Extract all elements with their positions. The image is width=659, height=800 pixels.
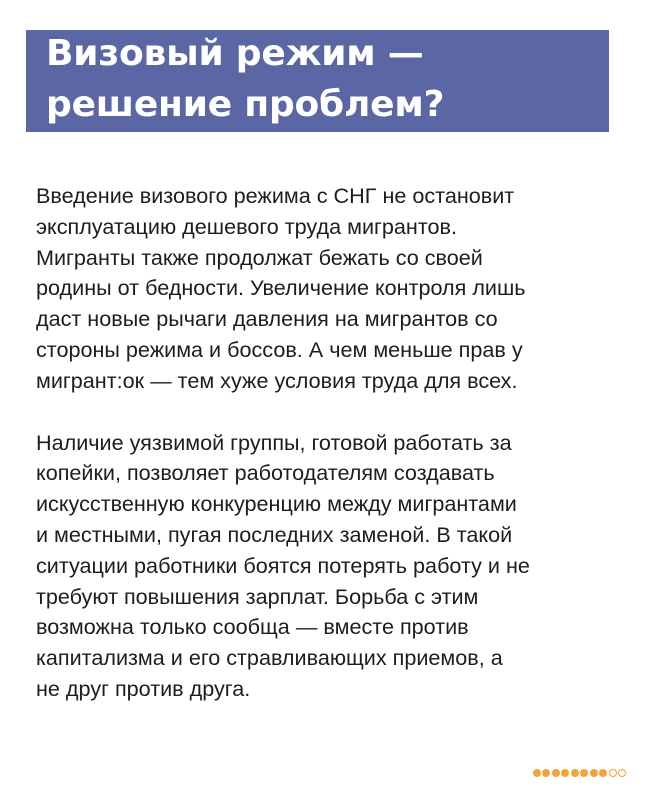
- page-dot-empty: [618, 769, 626, 777]
- title-block: [26, 30, 609, 132]
- page-dot-filled: [571, 769, 579, 777]
- page-dot-filled: [542, 769, 550, 777]
- page-indicator: [533, 769, 627, 777]
- page-dot-filled: [590, 769, 598, 777]
- page-title-line-1: Визовый режим —: [26, 30, 609, 81]
- paragraph-2: Наличие уязвимой группы, готовой работать за копейки, позволяет работодателям создавать искусственную конкуренцию между мигрантами и местными, пугая последних заменой. В такой ситуации работники боятся потерять работу и не требуют повышения зарплат. Борьба с этим возможна только сообща — вместе против капитализма и его стравливающих приемов, а не друг против друга.: [36, 429, 530, 701]
- page-title-line-2: решение проблем?: [26, 81, 609, 132]
- page-dot-filled: [561, 769, 569, 777]
- paragraph-1: Введение визового режима с СНГ не остановит эксплуатацию дешевого труда мигрантов. Мигранты также продолжат бежать со своей родины от бедности. Увеличение контроля лишь даст новые рычаги давления на мигрантов со стороны режима и боссов. А чем меньше прав у мигрант:ок — тем хуже условия труда для всех.: [36, 183, 526, 393]
- page-dot-filled: [533, 769, 541, 777]
- body-text: [36, 181, 636, 705]
- page-dot-filled: [552, 769, 560, 777]
- page-dot-filled: [599, 769, 607, 777]
- page-dot-filled: [580, 769, 588, 777]
- page-dot-empty: [609, 769, 617, 777]
